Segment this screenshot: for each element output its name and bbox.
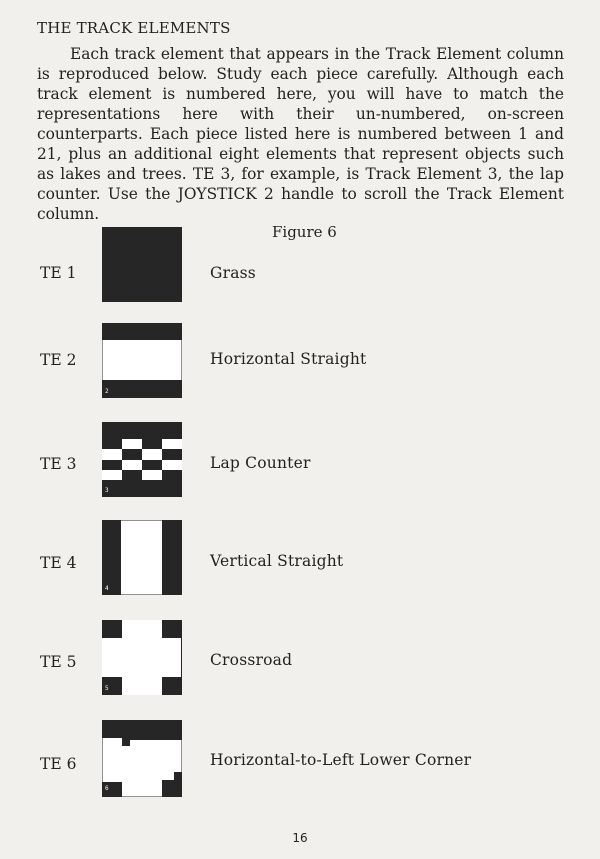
te-name: Horizontal-to-Left Lower Corner bbox=[210, 751, 472, 769]
tile-number: 2 bbox=[105, 388, 109, 395]
te-label: TE 3 bbox=[40, 455, 77, 473]
lower-corner-icon bbox=[102, 720, 182, 797]
grass-tile-icon bbox=[102, 227, 182, 302]
te-name: Lap Counter bbox=[210, 454, 311, 472]
te-name: Crossroad bbox=[210, 651, 293, 669]
tile-number: 6 bbox=[105, 785, 109, 792]
page-number: 16 bbox=[292, 831, 308, 845]
vertical-straight-tile bbox=[102, 520, 182, 595]
te-label: TE 5 bbox=[40, 653, 77, 671]
horizontal-straight-tile bbox=[102, 323, 182, 398]
te-name: Horizontal Straight bbox=[210, 350, 367, 368]
lap-counter-tile bbox=[102, 422, 182, 497]
te-label: TE 2 bbox=[40, 351, 77, 369]
vertical-straight-icon bbox=[102, 520, 182, 595]
te-name: Vertical Straight bbox=[210, 552, 344, 570]
te-label: TE 4 bbox=[40, 554, 77, 572]
tile-number: 4 bbox=[105, 585, 109, 592]
te-label: TE 1 bbox=[40, 264, 77, 282]
crossroad-tile bbox=[102, 620, 182, 695]
figure-title: Figure 6 bbox=[272, 223, 337, 241]
tile-number: 5 bbox=[105, 685, 109, 692]
lower-corner-tile bbox=[102, 720, 182, 795]
horizontal-straight-icon bbox=[102, 323, 182, 398]
intro-paragraph: Each track element that appears in the Track Element column is reproduced below. Study each piece carefully. Although each track element is numbered here, you will have to match the representations here with their un-numbered, on-screen counterparts. Each piece listed here is numbered between 1 and 21, plus an additional eight elements that represent objects such as lakes and trees. TE 3, for example, is Track Element 3, the lap counter. Use the JOYSTICK 2 handle to scroll the Track Element column. bbox=[37, 45, 564, 223]
te-name: Grass bbox=[210, 264, 256, 282]
section-heading: THE TRACK ELEMENTS bbox=[37, 19, 231, 37]
te-label: TE 6 bbox=[40, 755, 77, 773]
tile-number: 3 bbox=[105, 487, 109, 494]
lap-counter-icon bbox=[102, 422, 182, 497]
crossroad-icon bbox=[102, 620, 182, 695]
